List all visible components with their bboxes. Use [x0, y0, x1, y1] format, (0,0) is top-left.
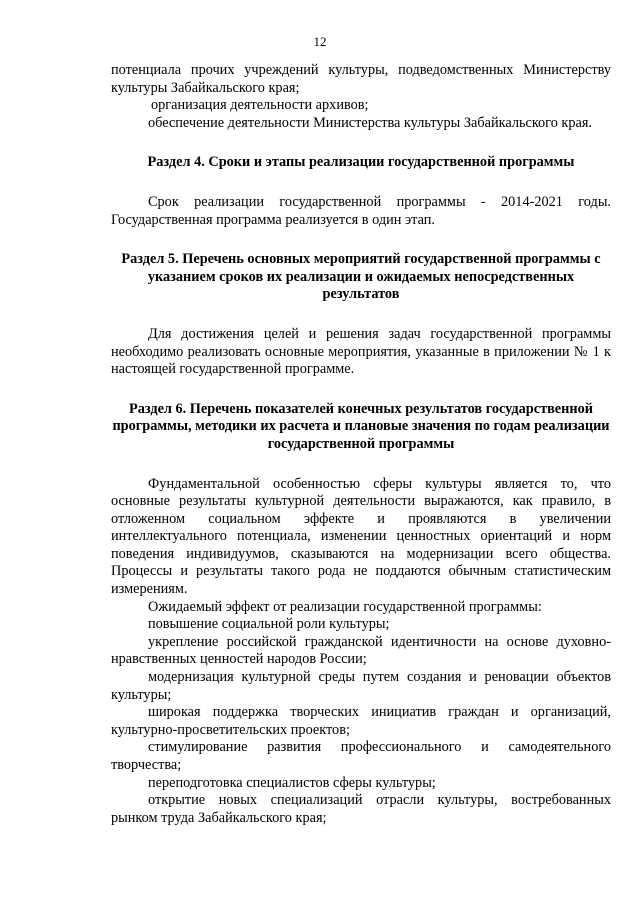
paragraph: Срок реализации государственной программы - 2014-2021 годы. Государственная программа реализуется в один этап. — [111, 193, 611, 228]
list-item: модернизация культурной среды путем создания и реновации объектов культуры; — [111, 669, 611, 703]
paragraph: Ожидаемый эффект от реализации государственной программы: — [148, 598, 542, 615]
paragraph: Для достижения целей и решения задач государственной программы необходимо реализовать основные мероприятия, указанные в приложении № 1 к настоящей государственной программе. — [111, 325, 611, 378]
paragraph: организация деятельности архивов; — [151, 97, 369, 114]
paragraph: Фундаментальной особенностью сферы культуры является то, что основные результаты культурной деятельности выражаются, как правило, в отложенном социальном эффекте и проявляются в увеличении интеллектуального потенциала, изменении ценностных ориентаций и норм поведения индивидуумов, сказываются на модернизации всего общества. Процессы и результаты такого рода не поддаются обычным статистическим измерениям. — [111, 475, 611, 598]
section-5-heading: Раздел 5. Перечень основных мероприятий государственной программы с указанием сроков их реализации и ожидаемых непосредственных результатов — [121, 251, 601, 303]
paragraph: потенциала прочих учреждений культуры, подведомственных Министерству культуры Забайкальского края; — [111, 62, 611, 96]
page-number: 12 — [313, 34, 327, 49]
list-item: широкая поддержка творческих инициатив граждан и организаций, культурно-просветительских проектов; — [111, 704, 611, 738]
list-item: открытие новых специализаций отрасли культуры, востребованных рынком труда Забайкальского края; — [111, 792, 611, 826]
list-item: стимулирование развития профессионального и самодеятельного творчества; — [111, 739, 611, 773]
document-body — [111, 62, 611, 827]
list-item: повышение социальной роли культуры; — [148, 616, 390, 633]
section-4-heading: Раздел 4. Сроки и этапы реализации государственной программы — [147, 154, 575, 171]
paragraph: обеспечение деятельности Министерства культуры Забайкальского края. — [148, 114, 593, 131]
list-item: переподготовка специалистов сферы культуры; — [148, 774, 436, 791]
section-6-heading: Раздел 6. Перечень показателей конечных результатов государственной программы, методики их расчета и плановые значения по годам реализации государственной программы — [112, 400, 610, 452]
list-item: укрепление российской гражданской идентичности на основе духовно-нравственных ценностей народов России; — [111, 633, 611, 668]
